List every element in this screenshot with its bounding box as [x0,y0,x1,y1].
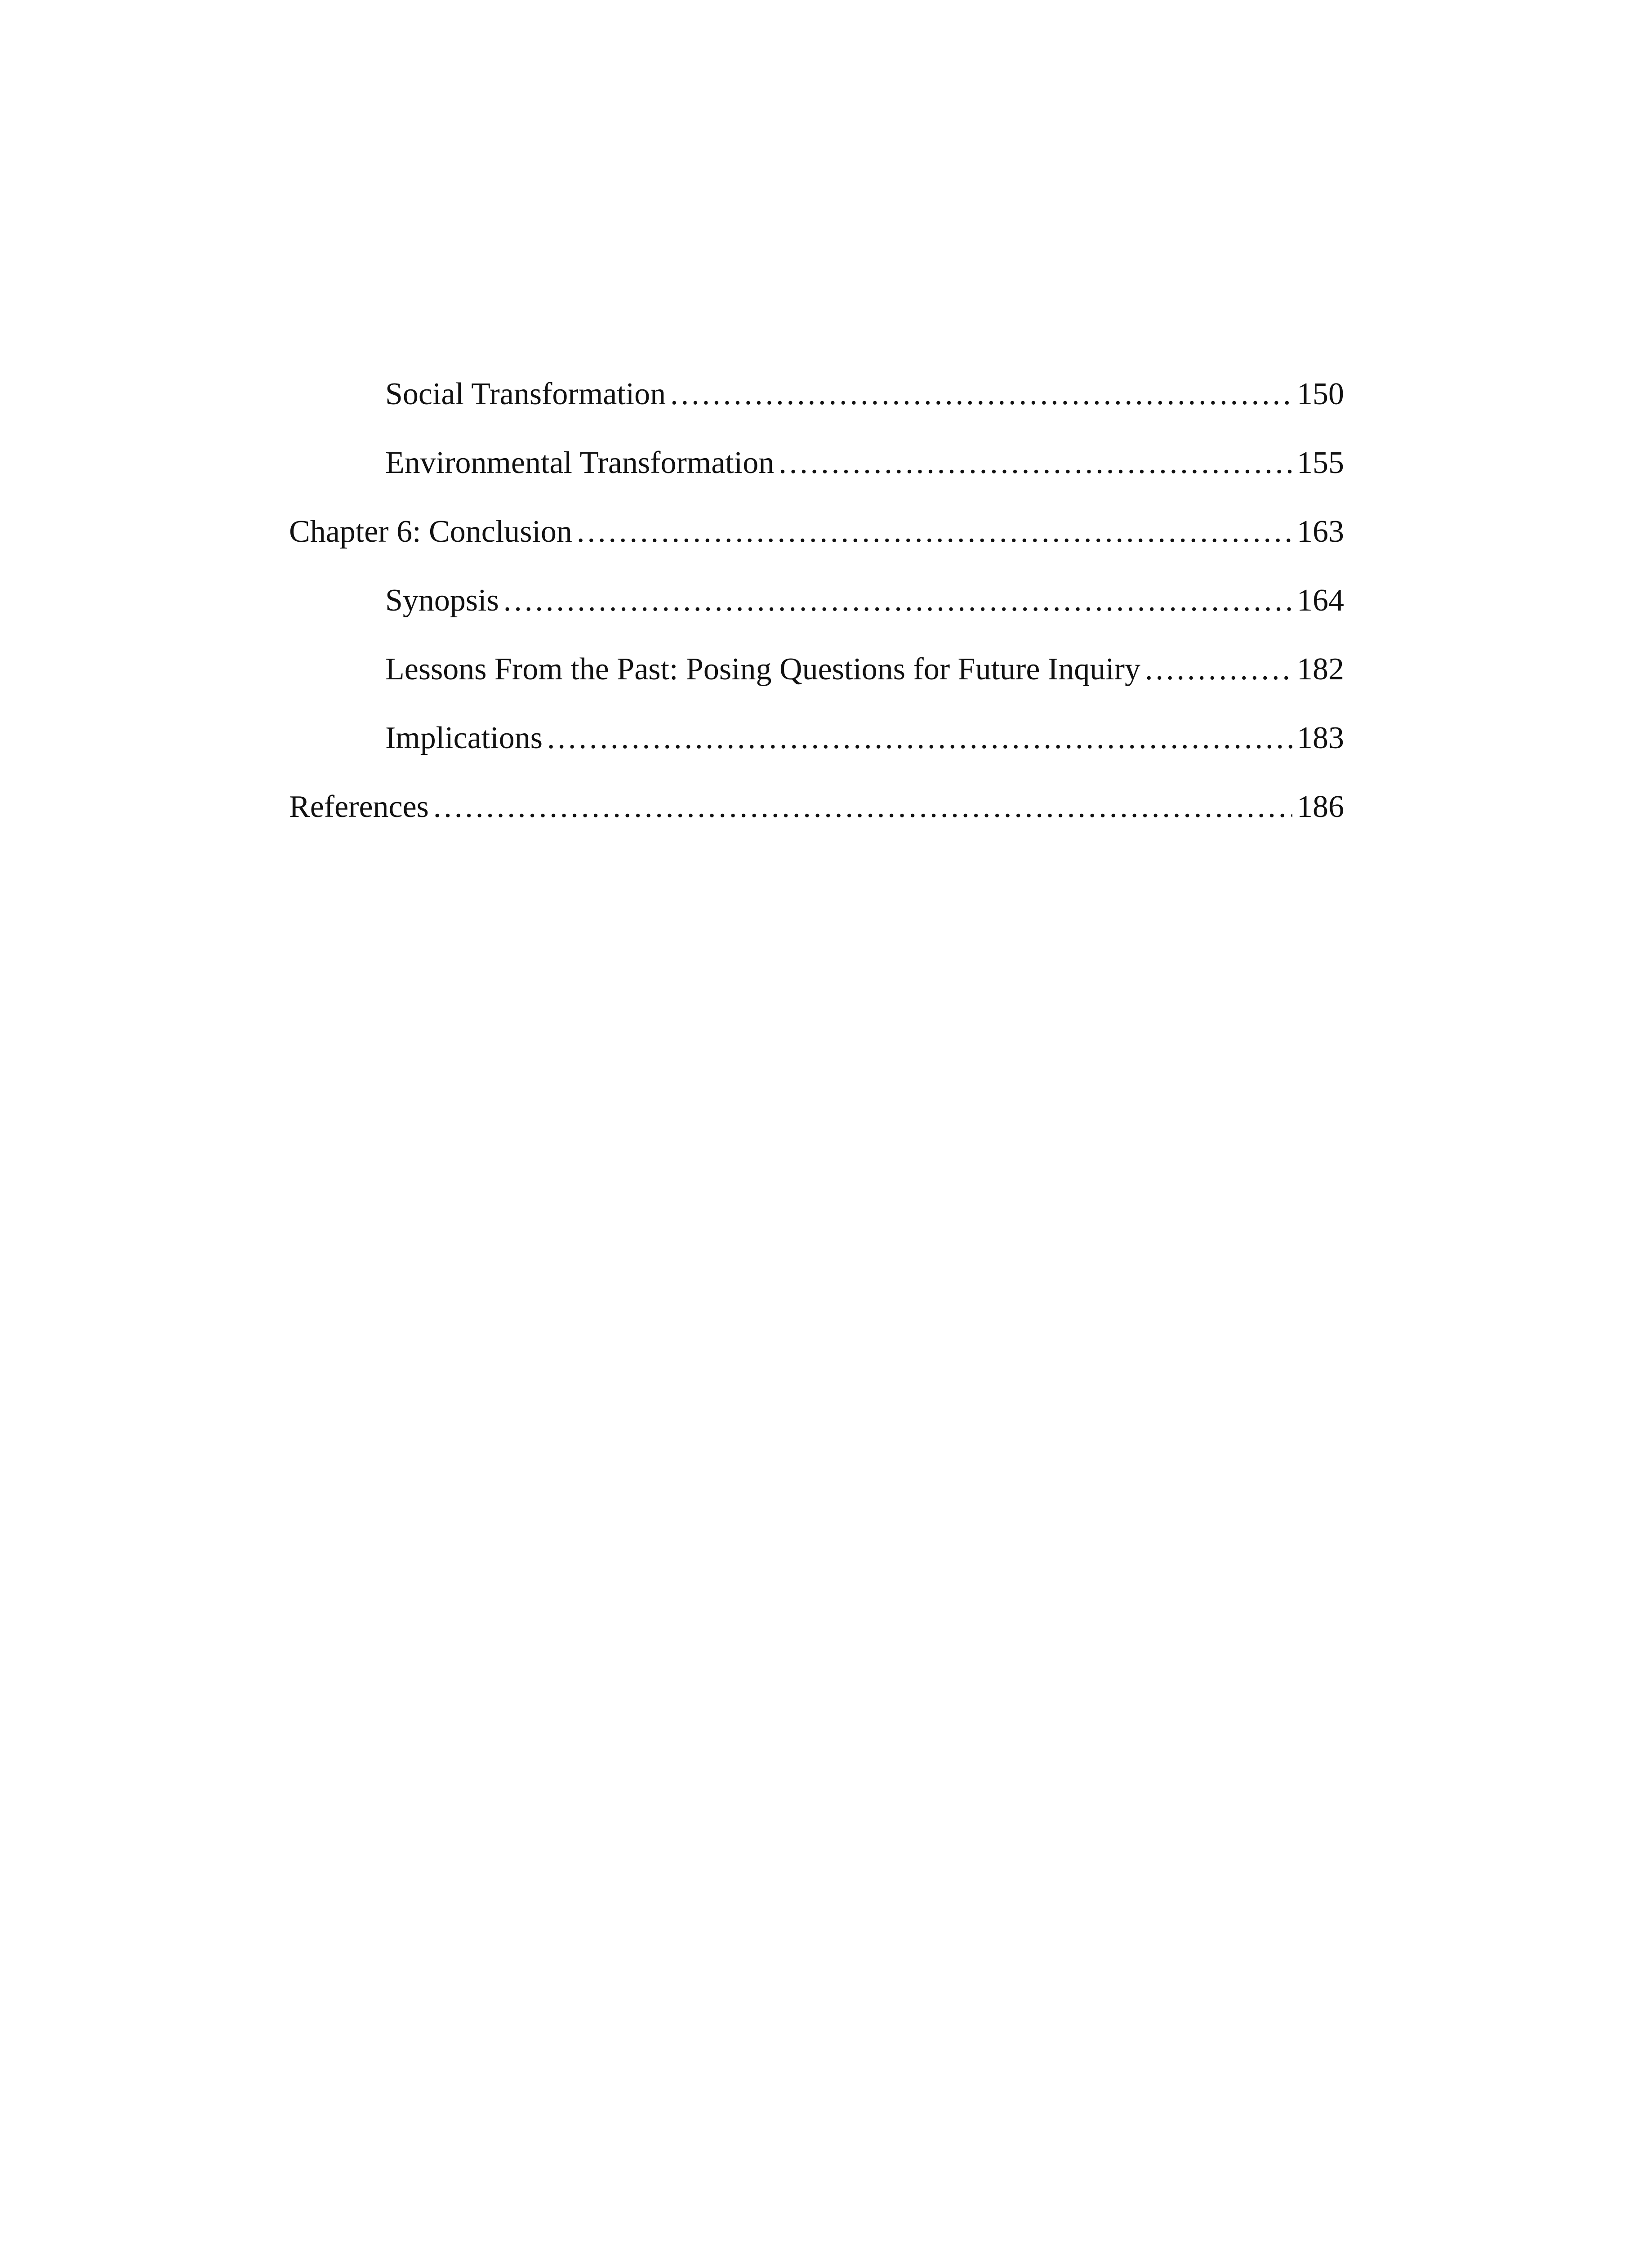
toc-entry-title: Implications [385,721,543,755]
toc-entry-page-number: 182 [1297,652,1344,687]
toc-entry-environmental-transformation[interactable] [289,428,1344,497]
toc-entry-chapter-6-conclusion[interactable] [289,497,1344,566]
dot-leader [779,428,1292,497]
table-of-contents [289,360,1344,841]
toc-entry-page-number: 155 [1297,446,1344,480]
toc-entry-page-number: 183 [1297,721,1344,755]
dot-leader [503,566,1292,635]
toc-entry-page-number: 186 [1297,789,1344,824]
toc-entry-title: References [289,789,429,824]
toc-entry-synopsis[interactable] [289,566,1344,635]
toc-entry-page-number: 163 [1297,514,1344,549]
toc-entry-title: Environmental Transformation [385,446,775,480]
toc-entry-implications[interactable] [289,704,1344,772]
toc-entry-page-number: 164 [1297,583,1344,618]
dot-leader [1145,635,1292,704]
toc-entry-lessons-from-the-past[interactable] [289,635,1344,704]
toc-entry-title: Social Transformation [385,377,666,411]
dot-leader [433,772,1292,841]
dot-leader [547,704,1292,772]
toc-entry-title: Chapter 6: Conclusion [289,514,572,549]
dot-leader [670,360,1292,428]
toc-entry-title: Lessons From the Past: Posing Questions for Future Inquiry [385,652,1140,687]
dot-leader [577,497,1292,566]
toc-entry-title: Synopsis [385,583,499,618]
toc-entry-references[interactable] [289,772,1344,841]
toc-entry-page-number: 150 [1297,377,1344,411]
toc-entry-social-transformation[interactable] [289,360,1344,428]
